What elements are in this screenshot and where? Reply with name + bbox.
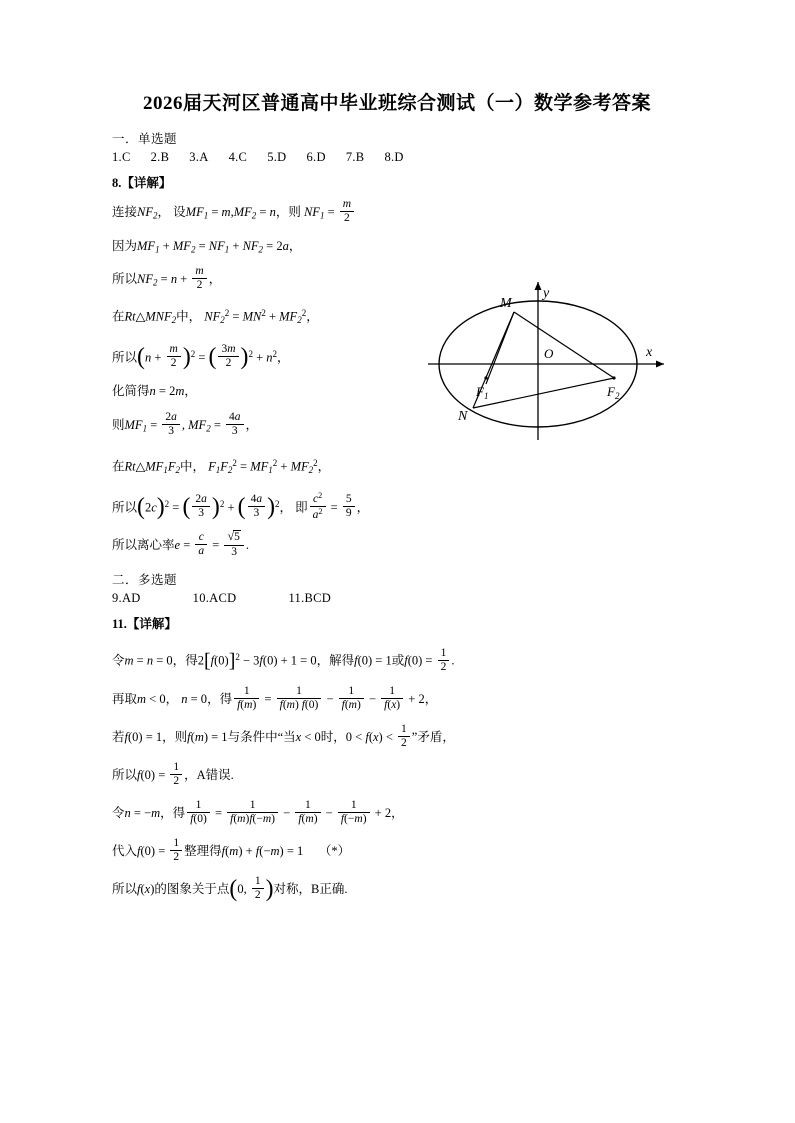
answer-item: 5.D [267, 150, 287, 164]
answer-item: 4.C [228, 150, 248, 164]
answer-item: 9.AD [112, 591, 141, 606]
label-x: x [646, 345, 653, 360]
solution-11-line-5: 令n = −m，得 $\frac{1}{f(0)}$ = $\frac{1}{f(m)f(-m)}$ − $\frac{1}{f(m)}$ − $\frac{1}{f(-m)}$ + 2， [112, 798, 404, 825]
page-title: 2026届天河区普通高中毕业班综合测试（一）数学参考答案 [142, 93, 651, 114]
answer-item: 1.C [112, 150, 131, 164]
section-heading-single-choice: 一．单选题 [112, 132, 178, 146]
solution-8-line-3: 所以$NF_2 = n$ + $\frac{m}{2}$ ， [112, 265, 222, 291]
solution-11-line-3: 若f(0) = 1，则f(m) = 1与条件中“当x < 0时，0 < f(x) < $\frac{1}{2}$ ”矛盾， [112, 722, 455, 749]
answer-item: 7.B [345, 150, 365, 164]
solution-8-line-1: 连接$NF_2$， 设$MF_1 = m,MF_2 = n$，则 $NF_1$ = $\frac{m}{2}$ [112, 197, 682, 231]
solution-8-line-2: 因为$MF_1 + MF_2 = NF_1 + NF_2 = 2a$， [112, 238, 302, 255]
solution-11-line-6: 代入f(0) = $\frac{1}{2}$ 整理得f(m) + f(−m) = 1 （*） [112, 836, 351, 863]
answer-item: 11.BCD [288, 591, 332, 606]
label-y: y [543, 286, 550, 301]
solution-8-line-6: 化简得n = 2m， [112, 384, 197, 399]
solution-8-line-9: 所以$(2c)^2$ = ( $\frac{2a}{3}$ )$^2$ + ( $\frac{4a}{3}$ )$^2$， 即 $\frac{c^2}{a^2}$ = $\frac{5}{9}$ ， [112, 491, 370, 522]
solution-11-line-4: 所以f(0) = $\frac{1}{2}$ ，A错误. [112, 760, 234, 787]
solution-11-line-7: 所以f(x)的图象关于点(0, $\frac{1}{2}$ )对称，B正确. [112, 874, 348, 902]
answer-item: 10.ACD [192, 591, 237, 606]
answer-item: 6.D [306, 150, 326, 164]
multi-choice-answers [112, 591, 682, 606]
solution-8-line-7: 则$MF_1$ = $\frac{2a}{3}$ , $MF_2$ = $\frac{4a}{3}$ ， [112, 411, 259, 437]
single-choice-answers [112, 150, 682, 165]
solution-8-line-4: 在$Rt\triangle MNF_2$中， $NF_2^2 = MN^2 + MF_2^2$， [112, 307, 319, 325]
ellipse-figure [418, 268, 682, 448]
answer-item: 8.D [384, 150, 404, 164]
solution-8-label: 8.【详解】 [112, 176, 172, 190]
solution-11-line-1: 令m = n = 0，得$2[f(0)]^2 - 3f(0) + 1 = 0$，解得f(0) = 1或f(0) = $\frac{1}{2}$ . [112, 646, 455, 673]
solution-11-line-2: 再取m < 0， n = 0，得 $\frac{1}{f(m)}$ = $\frac{1}{f(m) f(0)}$ − $\frac{1}{f(m)}$ − $\frac{1}{f(x)}$ + 2， [112, 684, 438, 711]
label-O: O [544, 346, 554, 361]
solution-11-label: 11.【详解】 [112, 617, 177, 632]
label-M: M [500, 296, 512, 311]
solution-8-line-10: 所以离心率e = $\frac{c}{a}$ = $\frac{√5}{3}$ . [112, 529, 249, 558]
label-F1: $F_1$ [476, 384, 489, 401]
document-body [112, 88, 682, 908]
section-heading-multi-choice: 二．多选题 [112, 573, 178, 588]
label-N: N [458, 409, 468, 424]
solution-8-line-8: 在$Rt\triangle MF_1F_2$中， $F_1F_2^2 = MF_1^2 + MF_2^2$， [112, 457, 331, 475]
label-F2: $F_2$ [607, 384, 620, 401]
answer-item: 2.B [150, 150, 170, 164]
answer-item: 3.A [189, 150, 209, 164]
solution-8-line-5: 所以(n + $\frac{m}{2}$ )$^2$ = ( $\frac{3m}{2}$ )$^2 + n^2$， [112, 343, 290, 371]
